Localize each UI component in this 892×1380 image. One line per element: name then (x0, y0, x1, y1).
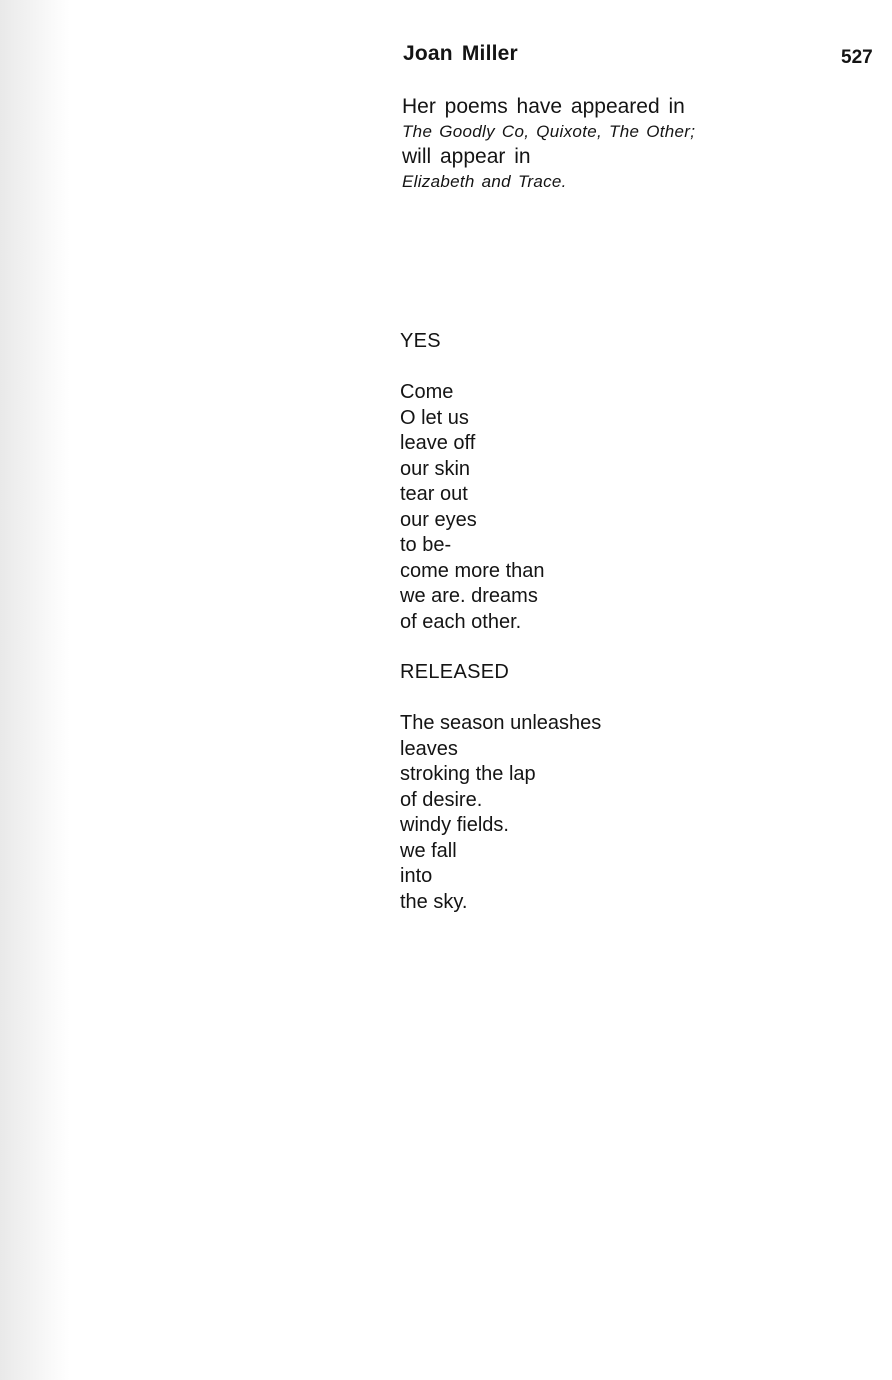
poem-line: of each other. (400, 610, 522, 633)
poem-title: YES (400, 330, 441, 352)
poem-line: tear out (400, 483, 468, 505)
bio-line: Her poems have appeared in (402, 95, 685, 118)
binding-gutter-shadow (0, 0, 70, 1380)
poem-line: we are. dreams (400, 585, 538, 607)
poem-line: windy fields. (400, 814, 509, 836)
poem-line: our skin (400, 457, 471, 480)
poem-line: of desire. (400, 788, 483, 811)
bio-publications-line: The Goodly Co, Quixote, The Other; (402, 122, 696, 141)
poem-lines (400, 711, 760, 915)
poem-line: O let us (400, 406, 469, 429)
bio-publications-line: Elizabeth and Trace. (402, 172, 567, 191)
poem-line: into (400, 865, 433, 887)
bio-line: will appear in (402, 145, 531, 168)
poem-lines (400, 380, 760, 635)
poem-line: come more than (400, 559, 545, 582)
poem-line: leaves (400, 737, 458, 760)
poem-yes (400, 329, 760, 635)
poem-line: leave off (400, 432, 476, 454)
author-bio (402, 94, 762, 194)
page-number: 527 (841, 47, 873, 68)
poem-line: stroking the lap (400, 763, 536, 785)
poem-line: our eyes (400, 508, 477, 531)
poem-line: we fall (400, 839, 457, 862)
poem-line: the sky. (400, 890, 468, 913)
poem-line: The season unleashes (400, 712, 602, 734)
poem-line: Come (400, 381, 454, 403)
author-name: Joan Miller (403, 42, 518, 65)
poem-released (400, 660, 760, 915)
poem-line: to be- (400, 534, 452, 556)
poem-title: RELEASED (400, 661, 510, 683)
